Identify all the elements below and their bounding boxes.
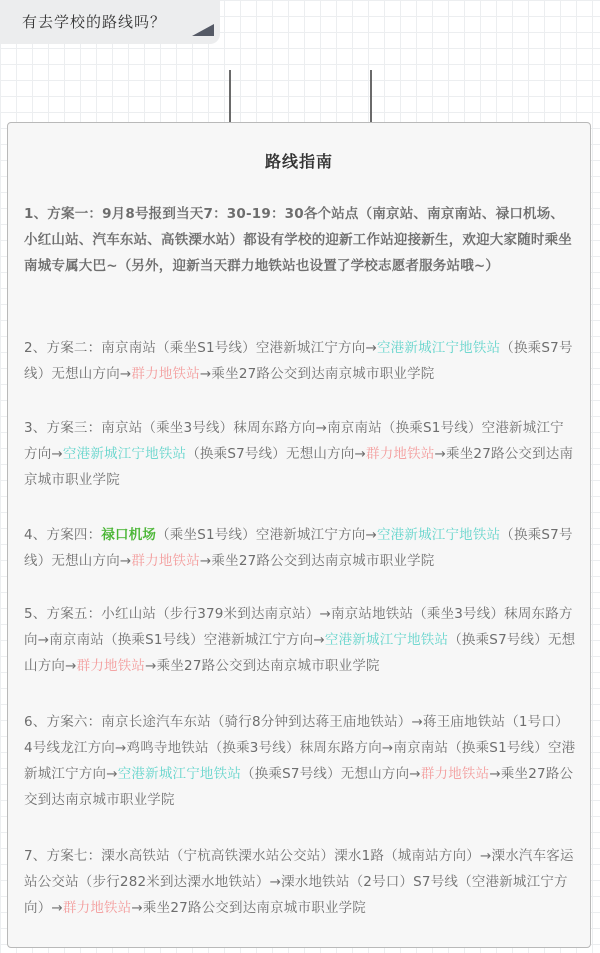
route-text: →乘坐27路公交到达南京城市职业学院 [145,658,380,674]
route-item-4 [24,522,576,574]
station-link: 群力地铁站 [420,766,490,782]
route-text: 5、方案五：小红山站（步行379米到达南京站）→南京站地铁站（乘坐3号线）秣周东路方向→南京南站（换乘S1号线）空港新城江宁方向→ [24,606,573,648]
route-text: →乘坐27路公交到达南京城市职业学院 [24,766,574,808]
route-item-6 [24,709,576,813]
route-text: 4、方案四： [24,527,102,543]
route-text: →乘坐27路公交到达南京城市职业学院 [199,553,435,569]
station-link: 群力地铁站 [131,366,200,382]
route-text: 6、方案六：南京长途汽车东站（骑行8分钟到达蒋王庙地铁站）→蒋王庙地铁站（1号口）4号线龙江方向→鸡鸣寺地铁站（换乘3号线）秣周东路方向→南京南站（换乘S1号线）空港新城江宁方向→ [24,714,576,782]
route-text: 1、方案一：9月8号报到当天7：30-19：30各个站点（南京站、南京南站、禄口机场、小红山站、汽车东站、高铁溧水站）都设有学校的迎新工作站迎接新生，欢迎大家随时乘坐南城专属大巴~（另外，迎新当天群力地铁站也设置了学校志愿者服务站哦~） [24,206,572,274]
route-text: 2、方案二：南京南站（乘坐S1号线）空港新城江宁方向→ [24,340,377,356]
route-item-7 [24,843,576,921]
station-link: 空港新城江宁地铁站 [62,446,187,462]
route-item-1 [24,201,576,279]
route-text: 7、方案七：溧水高铁站（宁杭高铁溧水站公交站）溧水1路（城南站方向）→溧水汽车客运站公交站（步行282米到达溧水地铁站）→溧水地铁站（2号口）S7号线（空港新城江宁方向）→ [24,848,574,916]
station-link: 空港新城江宁地铁站 [117,766,242,782]
station-link: 群力地铁站 [366,446,435,462]
route-text: →乘坐27路公交到达南京城市职业学院 [131,900,367,916]
route-text: （换乘S7号线）无想山方向→ [24,632,576,674]
route-text: （换乘S7号线）无想山方向→ [241,766,421,782]
station-link: 群力地铁站 [76,658,146,674]
card-title: 路线指南 [264,152,333,171]
route-text: →乘坐27路公交到达南京城市职业学院 [24,446,574,488]
route-item-2 [24,335,576,387]
question-tab [0,0,220,44]
station-link: 空港新城江宁地铁站 [376,340,501,356]
route-text: （换乘S7号线）无想山方向→ [186,446,367,462]
station-link: 群力地铁站 [62,900,132,916]
route-text: （换乘S7号线）无想山方向→ [24,527,573,569]
station-link: 空港新城江宁地铁站 [324,632,449,648]
route-item-3 [24,415,576,493]
highlight-text: 禄口机场 [101,527,157,543]
route-text: （乘坐S1号线）空港新城江宁方向→ [156,527,377,543]
route-item-5 [24,601,576,679]
question-text: 有去学校的路线吗？ [22,13,167,31]
route-guide-card [7,122,591,948]
route-text: →乘坐27路公交到达南京城市职业学院 [199,366,435,382]
triangle-decoration-icon [192,24,214,36]
station-link: 空港新城江宁地铁站 [376,527,501,543]
route-text: （换乘S7号线）无想山方向→ [24,340,573,382]
station-link: 群力地铁站 [131,553,200,569]
route-text: 3、方案三：南京站（乘坐3号线）秣周东路方向→南京南站（换乘S1号线）空港新城江宁方向→ [24,420,564,462]
